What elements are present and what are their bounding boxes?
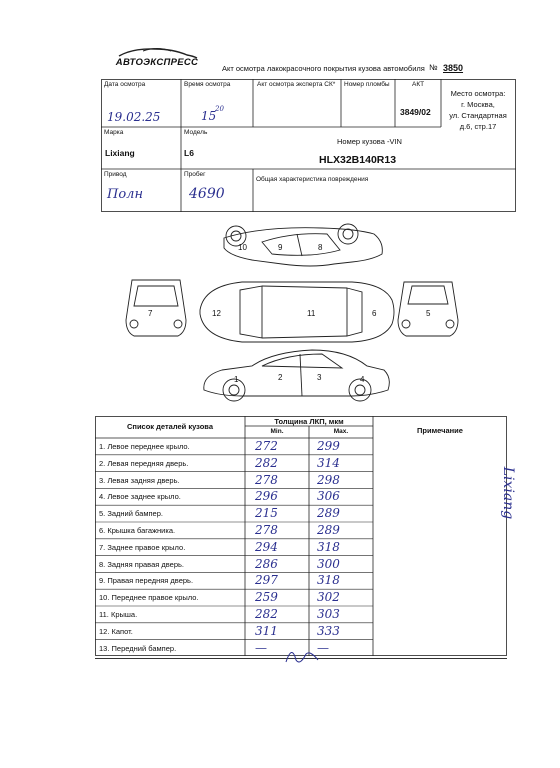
part-name: 5. Задний бампер. <box>99 509 163 519</box>
max-thickness-value: 333 <box>317 623 340 638</box>
mileage-value: 4690 <box>189 186 225 202</box>
paint-thickness-table <box>95 416 507 656</box>
damage-label: Общая характеристика повреждения <box>256 176 369 183</box>
thickness-column-header: Толщина ЛКП, мкм <box>274 417 344 426</box>
date-value: 19.02.25 <box>107 110 161 124</box>
part-name: 9. Правая передняя дверь. <box>99 576 194 586</box>
time-value: 15 <box>201 109 217 123</box>
part-name: 3. Левая задняя дверь. <box>99 475 180 485</box>
max-thickness-value: 314 <box>317 455 340 470</box>
min-thickness-value: 272 <box>255 439 278 453</box>
location-line-2: ул. Стандартная <box>449 111 507 120</box>
min-thickness-value: 294 <box>255 539 278 554</box>
time-minutes: 20 <box>215 105 224 113</box>
logo-text: АВТОЭКСПРЕСС <box>115 57 199 68</box>
min-thickness-value: 282 <box>255 607 278 621</box>
model-value: L6 <box>184 148 194 158</box>
car-outline-icon <box>112 220 476 410</box>
expert-act-label: Акт осмотра эксперта СК* <box>257 81 336 88</box>
drive-value: Полн <box>107 187 144 202</box>
date-label: Дата осмотра <box>104 81 146 88</box>
part-name: 10. Переднее правое крыло. <box>99 593 199 603</box>
min-thickness-value: 215 <box>255 506 278 521</box>
diagram-label: 10 <box>238 243 247 252</box>
location-line-3: д.6, стр.17 <box>459 122 497 131</box>
diagram-label: 2 <box>278 373 283 382</box>
part-name: 1. Левое переднее крыло. <box>99 442 190 451</box>
min-thickness-value: 296 <box>255 489 278 504</box>
min-thickness-value: — <box>255 640 267 655</box>
brand-label: Марка <box>104 129 124 136</box>
seal-number-label: Номер пломбы <box>344 81 390 88</box>
min-thickness-value: 282 <box>255 455 278 470</box>
part-name: 12. Капот. <box>99 626 133 636</box>
vin-value: HLX32B140R13 <box>319 154 397 166</box>
act-label: АКТ <box>412 81 425 88</box>
diagram-label: 11 <box>307 309 316 318</box>
signature-mark-icon <box>282 640 322 670</box>
max-thickness-value: 318 <box>317 539 340 554</box>
diagram-label: 7 <box>148 309 153 318</box>
max-thickness-value: 299 <box>317 439 340 453</box>
document-number: 3850 <box>443 63 464 73</box>
max-thickness-value: 289 <box>317 506 340 521</box>
min-thickness-value: 286 <box>255 556 278 571</box>
diagram-label: 8 <box>318 243 323 252</box>
side-handwritten-note <box>500 445 542 545</box>
max-thickness-value: 298 <box>317 472 340 487</box>
max-thickness-value: 302 <box>317 590 340 605</box>
side-note-text: Lixiang <box>500 466 517 520</box>
max-thickness-value: — <box>317 640 329 655</box>
company-logo <box>113 46 201 74</box>
part-name: 13. Передний бампер. <box>99 643 177 653</box>
diagram-label: 5 <box>426 309 431 318</box>
part-name: 7. Заднее правое крыло. <box>99 542 186 552</box>
act-value: 3849/02 <box>400 107 431 117</box>
max-thickness-value: 303 <box>317 607 340 621</box>
inspection-location <box>441 88 515 132</box>
min-thickness-value: 278 <box>255 472 278 487</box>
part-name: 6. Крышка багажника. <box>99 526 176 535</box>
part-name: 8. Задняя правая дверь. <box>99 559 184 569</box>
drive-label: Привод <box>104 171 127 178</box>
max-thickness-value: 300 <box>317 556 340 571</box>
brand-value: Lixiang <box>105 148 135 158</box>
max-thickness-value: 306 <box>317 489 340 504</box>
diagram-label: 4 <box>360 375 365 384</box>
diagram-label: 9 <box>278 243 283 252</box>
diagram-label: 3 <box>317 373 322 382</box>
min-thickness-value: 278 <box>255 523 278 537</box>
time-label: Время осмотра <box>184 81 231 88</box>
diagram-label: 1 <box>234 375 239 384</box>
signature <box>282 640 322 670</box>
diagram-label: 12 <box>212 309 221 318</box>
location-label: Место осмотра: <box>450 89 506 98</box>
part-name: 4. Левое заднее крыло. <box>99 492 181 502</box>
model-label: Модель <box>184 129 208 136</box>
part-name: 2. Левая передняя дверь. <box>99 458 189 468</box>
car-body-diagram <box>112 220 476 410</box>
diagram-label: 6 <box>372 309 377 318</box>
vin-label: Номер кузова -VIN <box>337 137 402 146</box>
document-title: Акт осмотра лакокрасочного покрытия кузова автомобиля <box>222 64 425 73</box>
min-thickness-value: 297 <box>255 573 278 588</box>
part-name: 11. Крыша. <box>99 610 138 619</box>
location-line-1: г. Москва, <box>461 100 495 109</box>
notes-column-header: Примечание <box>417 426 463 435</box>
min-column-header: Min. <box>270 428 284 435</box>
mileage-label: Пробег <box>184 171 206 178</box>
number-sign: № <box>429 63 438 72</box>
max-thickness-value: 318 <box>317 573 340 588</box>
table-grid <box>95 416 507 656</box>
max-column-header: Max. <box>333 428 349 435</box>
parts-column-header: Список деталей кузова <box>127 422 213 431</box>
max-thickness-value: 289 <box>317 523 340 537</box>
min-thickness-value: 311 <box>255 623 278 638</box>
min-thickness-value: 259 <box>255 590 278 605</box>
